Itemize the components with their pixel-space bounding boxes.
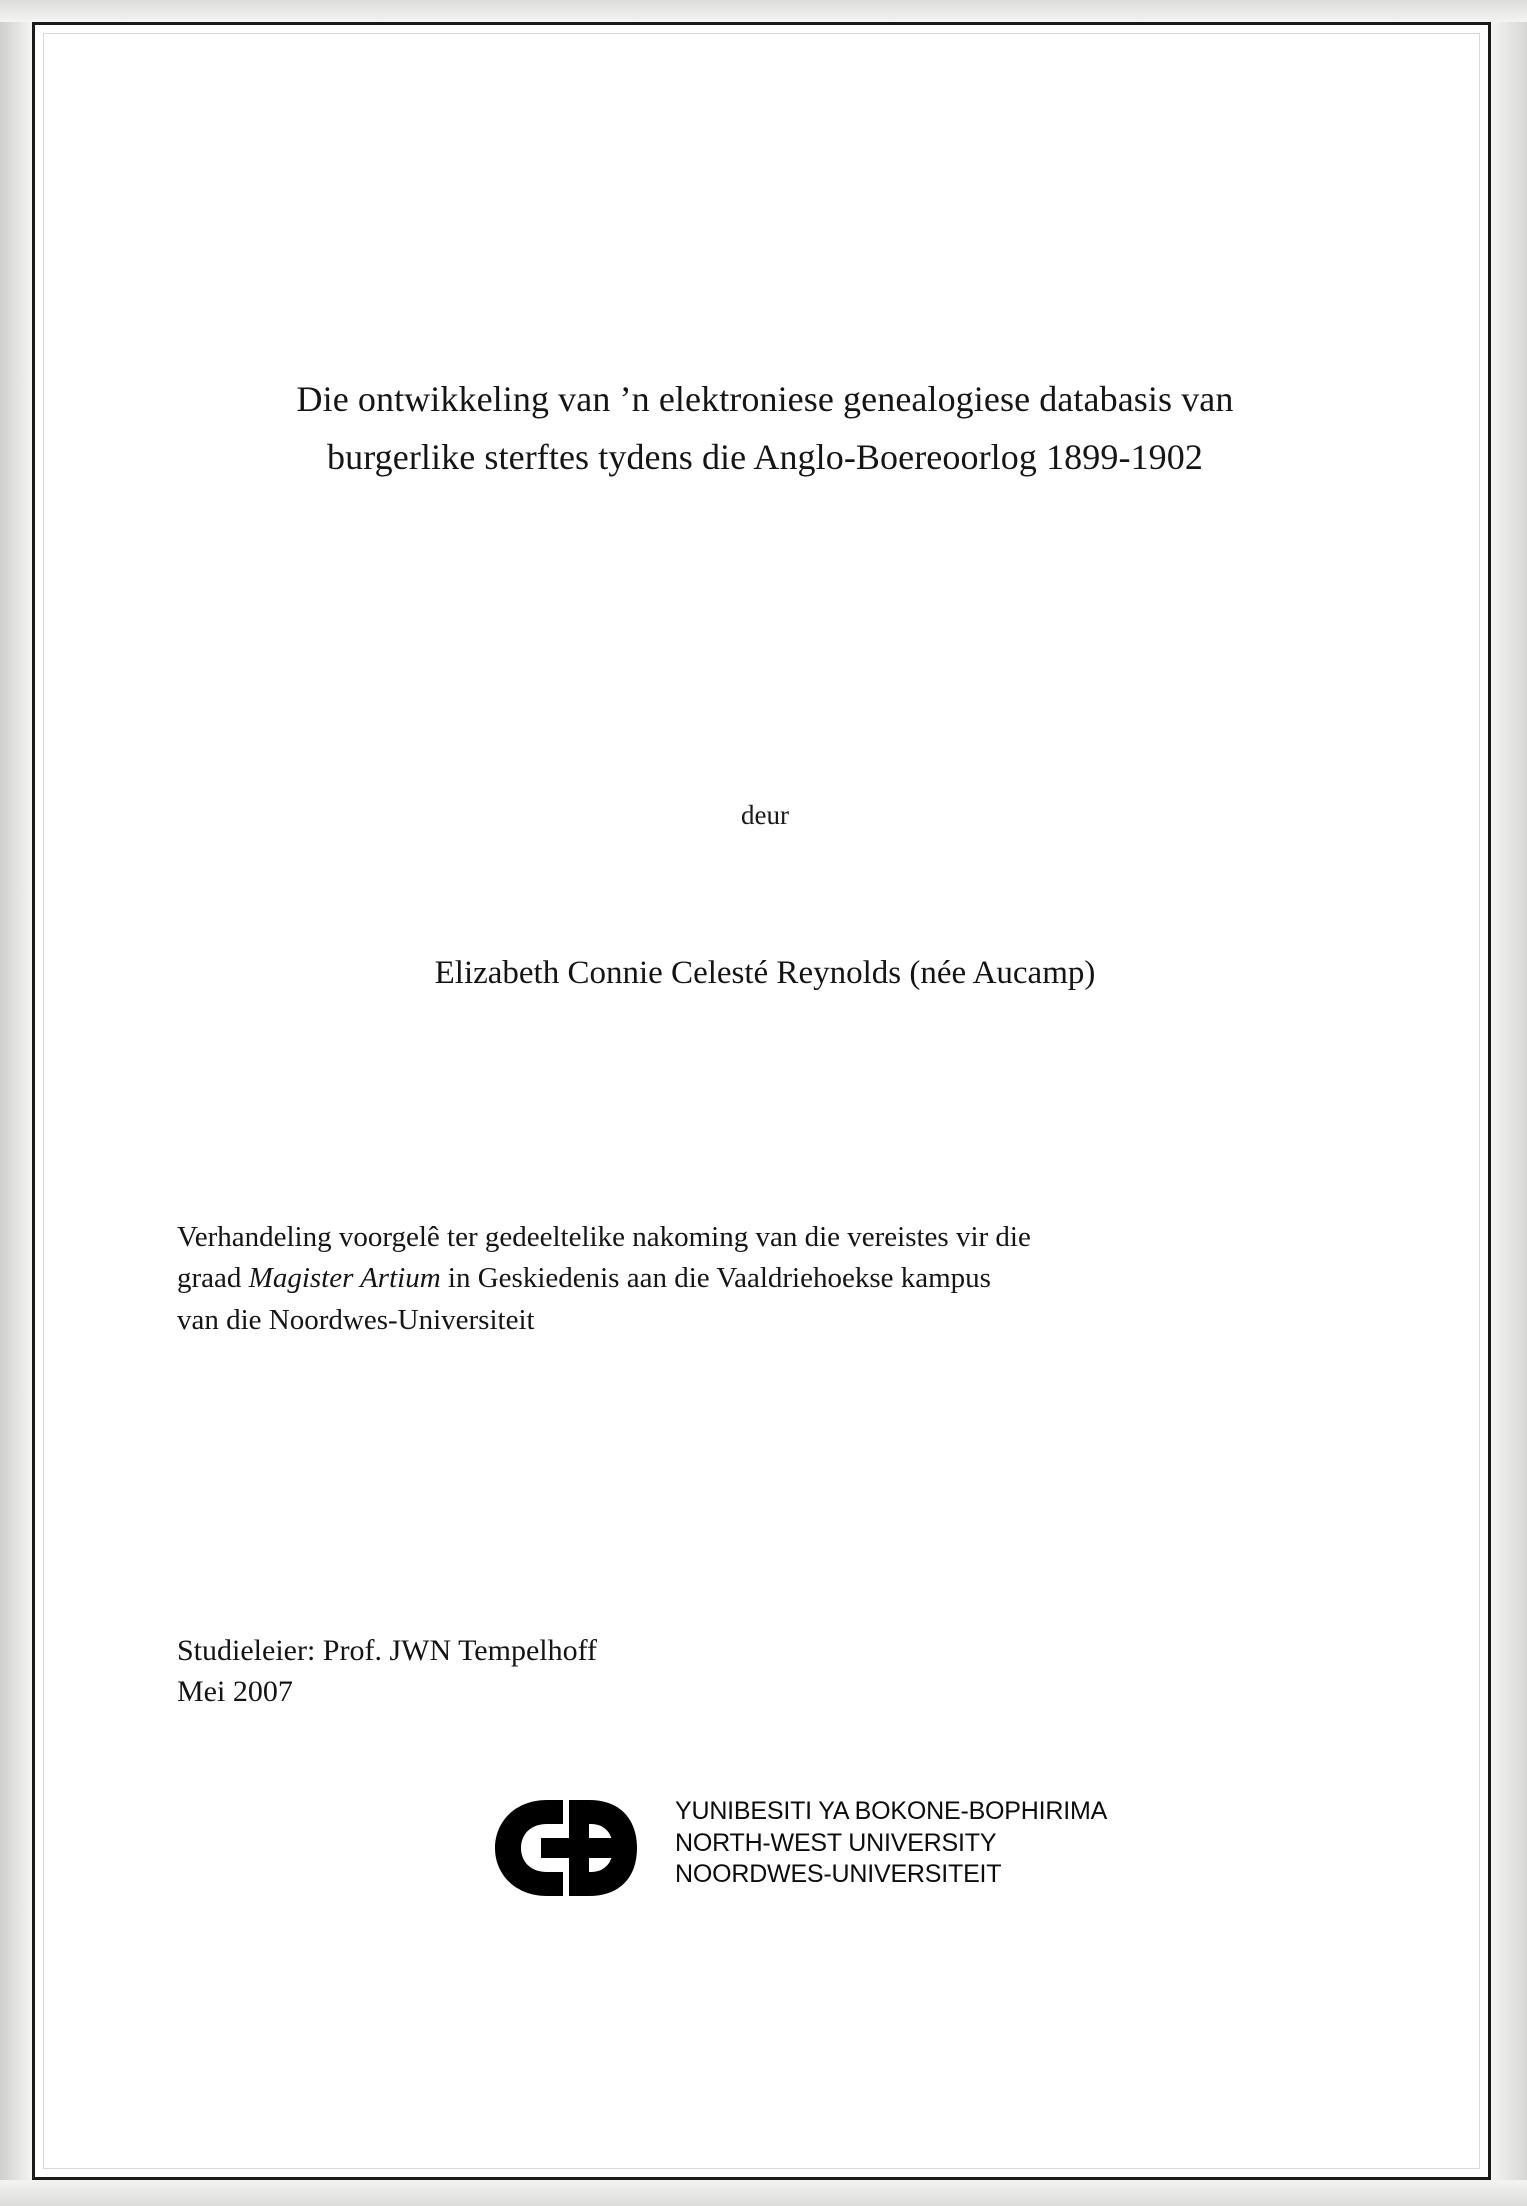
scan-edge-top xyxy=(0,0,1527,22)
degree-name-italic: Magister Artium xyxy=(248,1262,441,1295)
degree-statement-line-2-prefix: graad xyxy=(177,1262,249,1295)
page-title xyxy=(175,370,1355,487)
supervisor-line: Studieleier: Prof. JWN Tempelhoff xyxy=(177,1634,598,1667)
university-logo-block xyxy=(475,1790,1108,1910)
title-line-2: burgerlike sterftes tydens die Anglo-Boereoorlog 1899-1902 xyxy=(327,437,1203,478)
scan-edge-bottom xyxy=(0,2180,1527,2206)
degree-statement-line-3: van die Noordwes-Universiteit xyxy=(177,1303,535,1336)
supervisor-block xyxy=(177,1630,1077,1713)
author-name: Elizabeth Connie Celesté Reynolds (née Aucamp) xyxy=(434,955,1096,991)
scan-edge-left xyxy=(0,0,32,2206)
degree-statement-line-1: Verhandeling voorgelê ter gedeeltelike nakoming van die vereistes vir die xyxy=(177,1221,1031,1253)
scan-edge-right xyxy=(1491,0,1527,2206)
degree-statement xyxy=(177,1217,1320,1341)
title-page-content xyxy=(35,25,1494,2183)
submission-date: Mei 2007 xyxy=(177,1675,293,1709)
title-line-1: Die ontwikkeling van ’n elektroniese genealogiese databasis van xyxy=(296,379,1234,419)
degree-statement-line-2-suffix: in Geskiedenis aan die Vaaldriehoekse kampus xyxy=(440,1262,991,1295)
logo-text-line-2: NORTH-WEST UNIVERSITY xyxy=(675,1828,997,1857)
degree-statement-line-2 xyxy=(177,1258,1320,1299)
logo-text-line-1: YUNIBESITI YA BOKONE-BOPHIRIMA xyxy=(675,1797,1108,1825)
byline-label: deur xyxy=(741,800,789,830)
university-logo-text xyxy=(675,1796,1107,1891)
logo-text-line-3: NOORDWES-UNIVERSITEIT xyxy=(675,1860,1002,1888)
north-west-university-logo-icon xyxy=(485,1794,665,1902)
page-frame xyxy=(32,22,1491,2180)
